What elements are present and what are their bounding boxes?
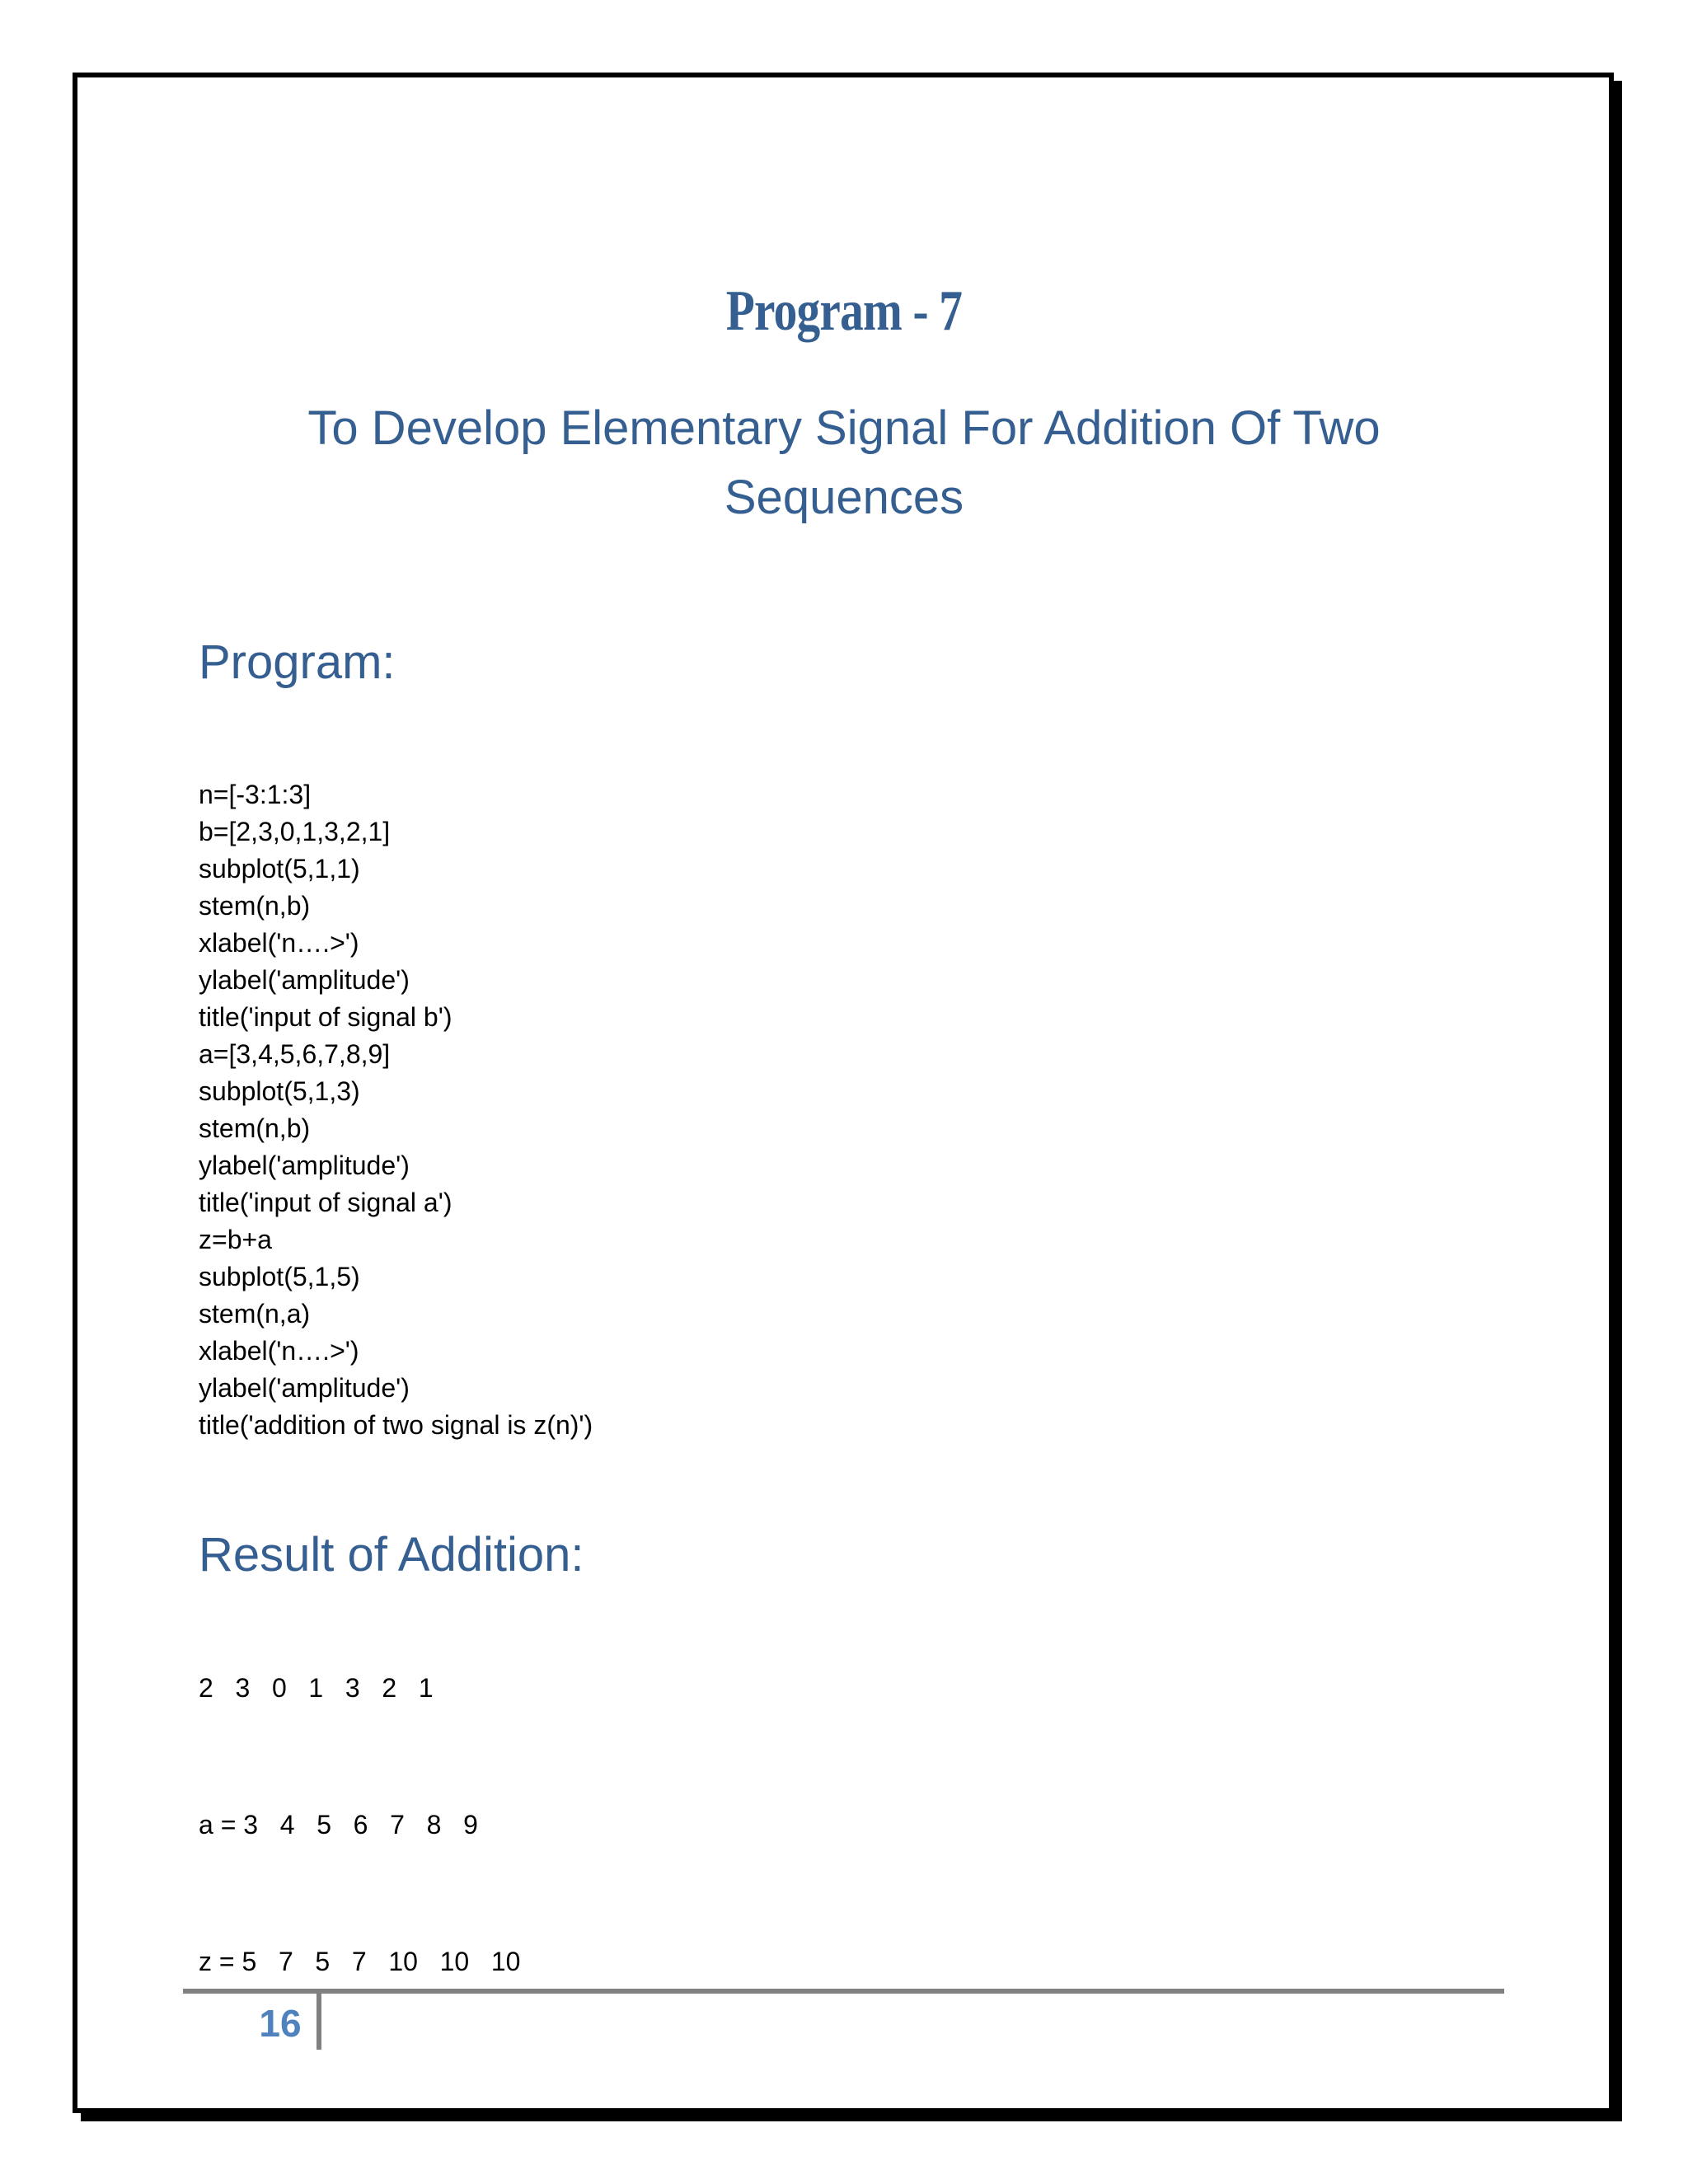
code-block: [199, 776, 593, 1444]
result-b-values: 2 3 0 1 3 2 1: [199, 1673, 434, 1703]
code-line: title('input of signal b'): [199, 1002, 452, 1032]
code-line: subplot(5,1,3): [199, 1076, 360, 1106]
code-line: b=[2,3,0,1,3,2,1]: [199, 817, 391, 846]
code-line: subplot(5,1,1): [199, 854, 360, 883]
code-line: title('addition of two signal is z(n)'): [199, 1410, 593, 1440]
program-heading: Program:: [199, 635, 396, 689]
result-a-values: a = 3 4 5 6 7 8 9: [199, 1810, 478, 1840]
code-line: a=[3,4,5,6,7,8,9]: [199, 1039, 391, 1069]
page-subtitle: To Develop Elementary Signal For Addition Of Two Sequences: [307, 401, 1381, 524]
code-line: n=[-3:1:3]: [199, 780, 312, 809]
code-line: stem(n,b): [199, 1113, 311, 1143]
code-line: stem(n,a): [199, 1299, 311, 1329]
result-z-values: z = 5 7 5 7 10 10 10: [199, 1947, 521, 1976]
code-line: xlabel('n….>'): [199, 1336, 359, 1366]
result-heading: Result of Addition:: [199, 1528, 584, 1582]
code-line: z=b+a: [199, 1225, 272, 1254]
code-line: stem(n,b): [199, 891, 311, 921]
code-line: ylabel('amplitude'): [199, 1151, 410, 1180]
code-line: title('input of signal a'): [199, 1188, 452, 1217]
footer-divider: [316, 1994, 321, 2050]
code-line: ylabel('amplitude'): [199, 965, 410, 995]
code-line: xlabel('n….>'): [199, 928, 359, 958]
code-line: ylabel('amplitude'): [199, 1373, 410, 1403]
code-line: subplot(5,1,5): [199, 1262, 360, 1291]
footer-rule: [183, 1989, 1504, 1994]
page-number: 16: [259, 2002, 302, 2045]
page-title: Program - 7: [725, 279, 963, 343]
